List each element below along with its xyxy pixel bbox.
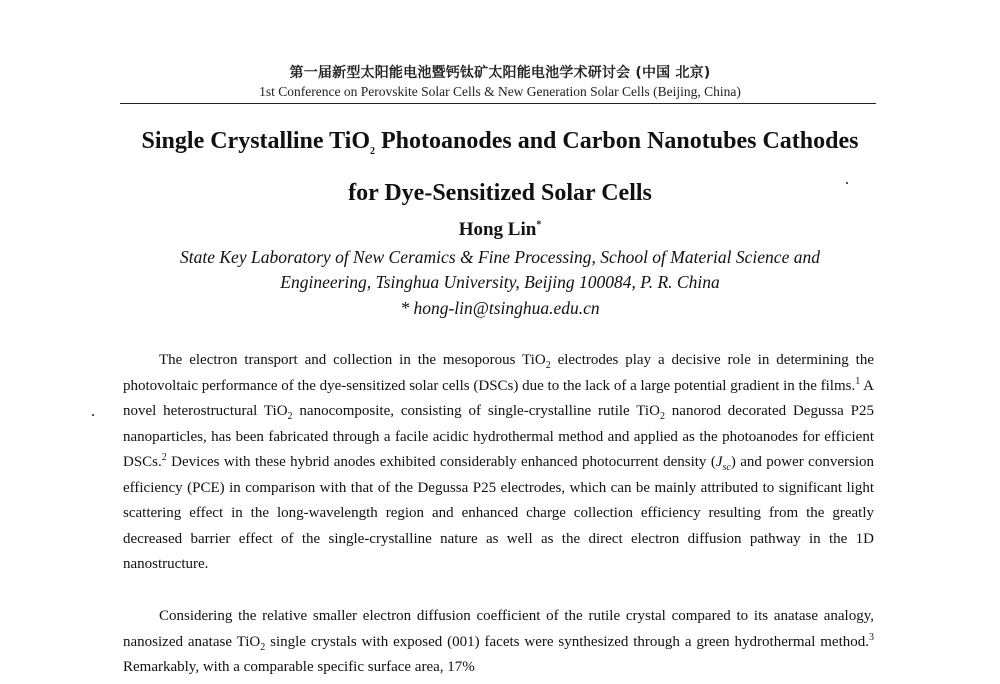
title-text: Single Crystalline TiO xyxy=(141,128,371,154)
text-run: The electron transport and collection in the mesoporous TiO xyxy=(159,352,546,368)
paper-title-line1 xyxy=(0,128,1000,155)
text-run: Devices with these hybrid anodes exhibited considerably enhanced photocurrent density ( xyxy=(166,454,716,470)
jsc-subscript xyxy=(723,462,731,473)
text-run: nanorod decorated Degussa P25 nanoparticles, has been fabricated through a facile acidic hydrothermal method and applied as the photoanodes for efficient DSCs. xyxy=(123,403,874,470)
scan-speck xyxy=(92,414,94,416)
title-subscript: 2 xyxy=(370,145,376,157)
conference-header-chinese: 第一届新型太阳能电池暨钙钛矿太阳能电池学术研讨会 (中国 北京) xyxy=(289,65,711,81)
conference-header-english: 1st Conference on Perovskite Solar Cells & New Generation Solar Cells (Beijing, China) xyxy=(259,84,741,99)
text-run: ) and power conversion efficiency (PCE) in comparison with that of the Degussa P25 electrodes, which can be mainly attributed to significant light scattering effect in the long-wavelength region and enhanced charge collection efficiency resulting from the greatly decreased barrier effect of the single-crystalline nature as well as the direct electron diffusion pathway in the 1D nanostructure. xyxy=(123,454,874,572)
corresponding-email: * hong-lin@tsinghua.edu.cn xyxy=(400,298,600,318)
title-text: Photoanodes and Carbon Nanotubes Cathodes xyxy=(375,128,859,154)
reference-3: 3 xyxy=(869,631,874,643)
reference-1: 1 xyxy=(855,375,861,387)
reference-2: 2 xyxy=(161,452,167,463)
subscript: 2 xyxy=(545,360,551,371)
author-mark: * xyxy=(536,219,542,231)
jsc-symbol: J xyxy=(715,454,723,470)
abstract-paragraph-2 xyxy=(123,604,874,681)
author-text: Hong Lin xyxy=(458,219,537,240)
subscript: 2 xyxy=(260,641,266,653)
affiliation-line1: State Key Laboratory of New Ceramics & Fine Processing, School of Material Science and xyxy=(180,247,820,267)
subscript: 2 xyxy=(659,411,665,422)
author-name xyxy=(0,219,1000,241)
abstract-paragraph-1 xyxy=(123,348,874,578)
text-run: A novel heterostructural TiO xyxy=(123,377,875,419)
text-run: single crystals with exposed (001) facets were synthesized through a green hydrothermal method. xyxy=(265,633,869,650)
jsc-subscript-text: sc xyxy=(722,462,731,473)
text-run: Considering the relative smaller electron diffusion coefficient of the rutile crystal compared to its anatase analogy, nanosized anatase TiO xyxy=(123,608,874,650)
affiliation-line2: Engineering, Tsinghua University, Beijing 100084, P. R. China xyxy=(280,272,720,292)
paper-title-line2: for Dye-Sensitized Solar Cells xyxy=(348,180,652,206)
subscript: 2 xyxy=(287,411,293,422)
scan-speck xyxy=(846,182,848,184)
header-rule xyxy=(120,103,876,104)
text-run: nanocomposite, consisting of single-crystalline rutile TiO xyxy=(292,403,660,419)
text-run: Remarkably, with a comparable specific surface area, 17% xyxy=(123,659,475,675)
text-run: electrodes play a decisive role in determining the photovoltaic performance of the dye-sensitized solar cells (DSCs) due to the lack of a large potential gradient in the films. xyxy=(123,352,874,394)
